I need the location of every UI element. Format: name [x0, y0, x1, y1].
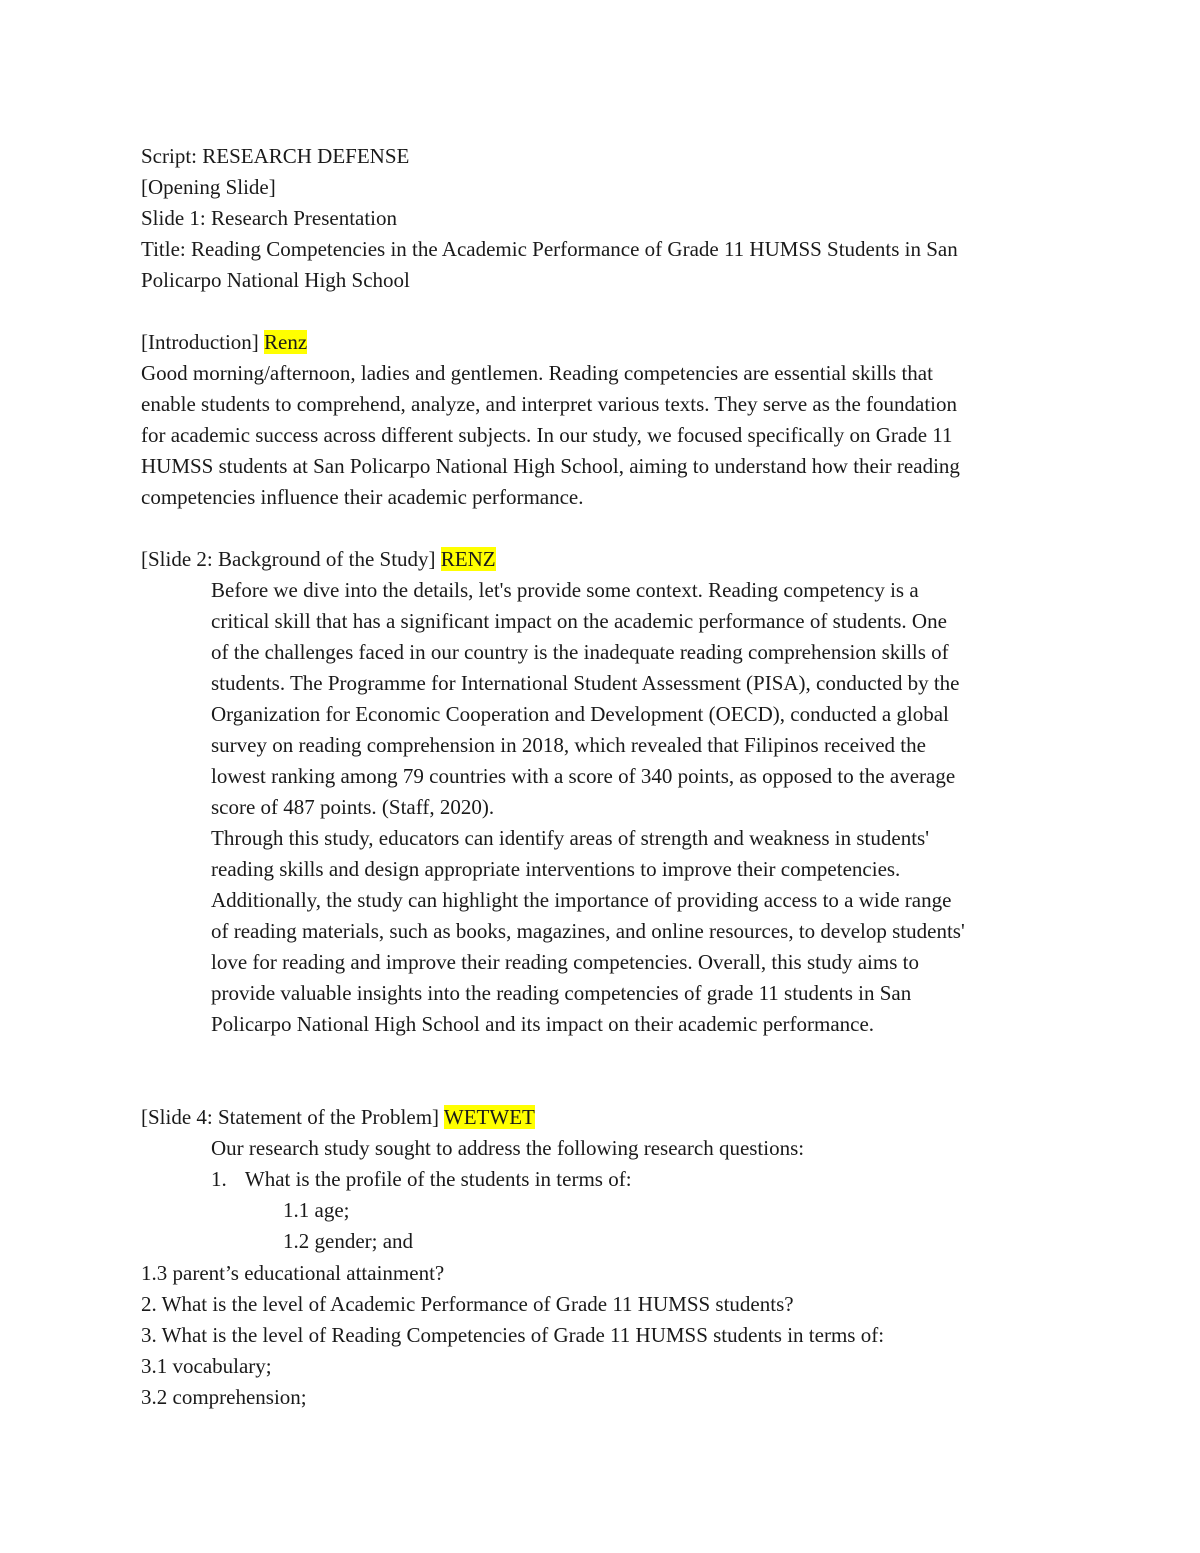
introduction-label: [Introduction]: [141, 330, 259, 354]
question-3: 3. What is the level of Reading Competencies of Grade 11 HUMSS students in terms of:: [141, 1323, 885, 1347]
background-line: lowest ranking among 79 countries with a score of 340 points, as opposed to the average: [211, 764, 956, 788]
question-3-1: 3.1 vocabulary;: [141, 1354, 272, 1378]
introduction-speaker-highlight: Renz: [264, 330, 308, 354]
question-1: [211, 1164, 632, 1195]
title-line-2: Policarpo National High School: [141, 268, 410, 292]
background-line: survey on reading comprehension in 2018, which revealed that Filipinos received the: [211, 733, 926, 757]
background-line: provide valuable insights into the reading competencies of grade 11 students in San: [211, 981, 912, 1005]
question-1-2: 1.2 gender; and: [283, 1229, 414, 1253]
background-heading: [141, 544, 496, 575]
opening-slide-label: [Opening Slide]: [141, 175, 276, 199]
introduction-line: enable students to comprehend, analyze, and interpret various texts. They serve as the foundation: [141, 392, 958, 416]
introduction-line: for academic success across different subjects. In our study, we focused specifically on Grade 11: [141, 423, 953, 447]
background-line: score of 487 points. (Staff, 2020).: [211, 795, 495, 819]
question-1-3: 1.3 parent’s educational attainment?: [141, 1261, 445, 1285]
problem-speaker-highlight: WETWET: [443, 1105, 535, 1129]
background-line: love for reading and improve their reading competencies. Overall, this study aims to: [211, 950, 919, 974]
background-line: Before we dive into the details, let's provide some context. Reading competency is a: [211, 578, 919, 602]
background-line: Additionally, the study can highlight the importance of providing access to a wide range: [211, 888, 952, 912]
introduction-line: HUMSS students at San Policarpo National High School, aiming to understand how their reading: [141, 454, 960, 478]
slide1-heading: Slide 1: Research Presentation: [141, 206, 398, 230]
background-speaker-highlight: RENZ: [440, 547, 496, 571]
background-line: Through this study, educators can identify areas of strength and weakness in students': [211, 826, 929, 850]
question-1-1: 1.1 age;: [283, 1198, 350, 1222]
background-line: of reading materials, such as books, magazines, and online resources, to develop students': [211, 919, 965, 943]
question-1-number: 1.: [211, 1167, 227, 1191]
title-line-1: Title: Reading Competencies in the Academic Performance of Grade 11 HUMSS Students in San: [141, 237, 958, 261]
script-title: Script: RESEARCH DEFENSE: [141, 144, 410, 168]
question-1-text: What is the profile of the students in terms of:: [244, 1167, 632, 1191]
problem-label: [Slide 4: Statement of the Problem]: [141, 1105, 440, 1129]
background-label: [Slide 2: Background of the Study]: [141, 547, 436, 571]
introduction-line: competencies influence their academic performance.: [141, 485, 584, 509]
background-line: reading skills and design appropriate interventions to improve their competencies.: [211, 857, 901, 881]
question-3-2: 3.2 comprehension;: [141, 1385, 307, 1409]
background-line: Policarpo National High School and its impact on their academic performance.: [211, 1012, 875, 1036]
introduction-heading: [141, 327, 307, 358]
introduction-line: Good morning/afternoon, ladies and gentlemen. Reading competencies are essential skills that: [141, 361, 933, 385]
background-line: of the challenges faced in our country is the inadequate reading comprehension skills of: [211, 640, 949, 664]
background-line: critical skill that has a significant impact on the academic performance of students. One: [211, 609, 947, 633]
background-line: students. The Programme for International Student Assessment (PISA), conducted by the: [211, 671, 960, 695]
problem-heading: [141, 1102, 535, 1133]
question-2: 2. What is the level of Academic Performance of Grade 11 HUMSS students?: [141, 1292, 794, 1316]
problem-intro: Our research study sought to address the following research questions:: [211, 1136, 805, 1160]
background-line: Organization for Economic Cooperation and Development (OECD), conducted a global: [211, 702, 949, 726]
